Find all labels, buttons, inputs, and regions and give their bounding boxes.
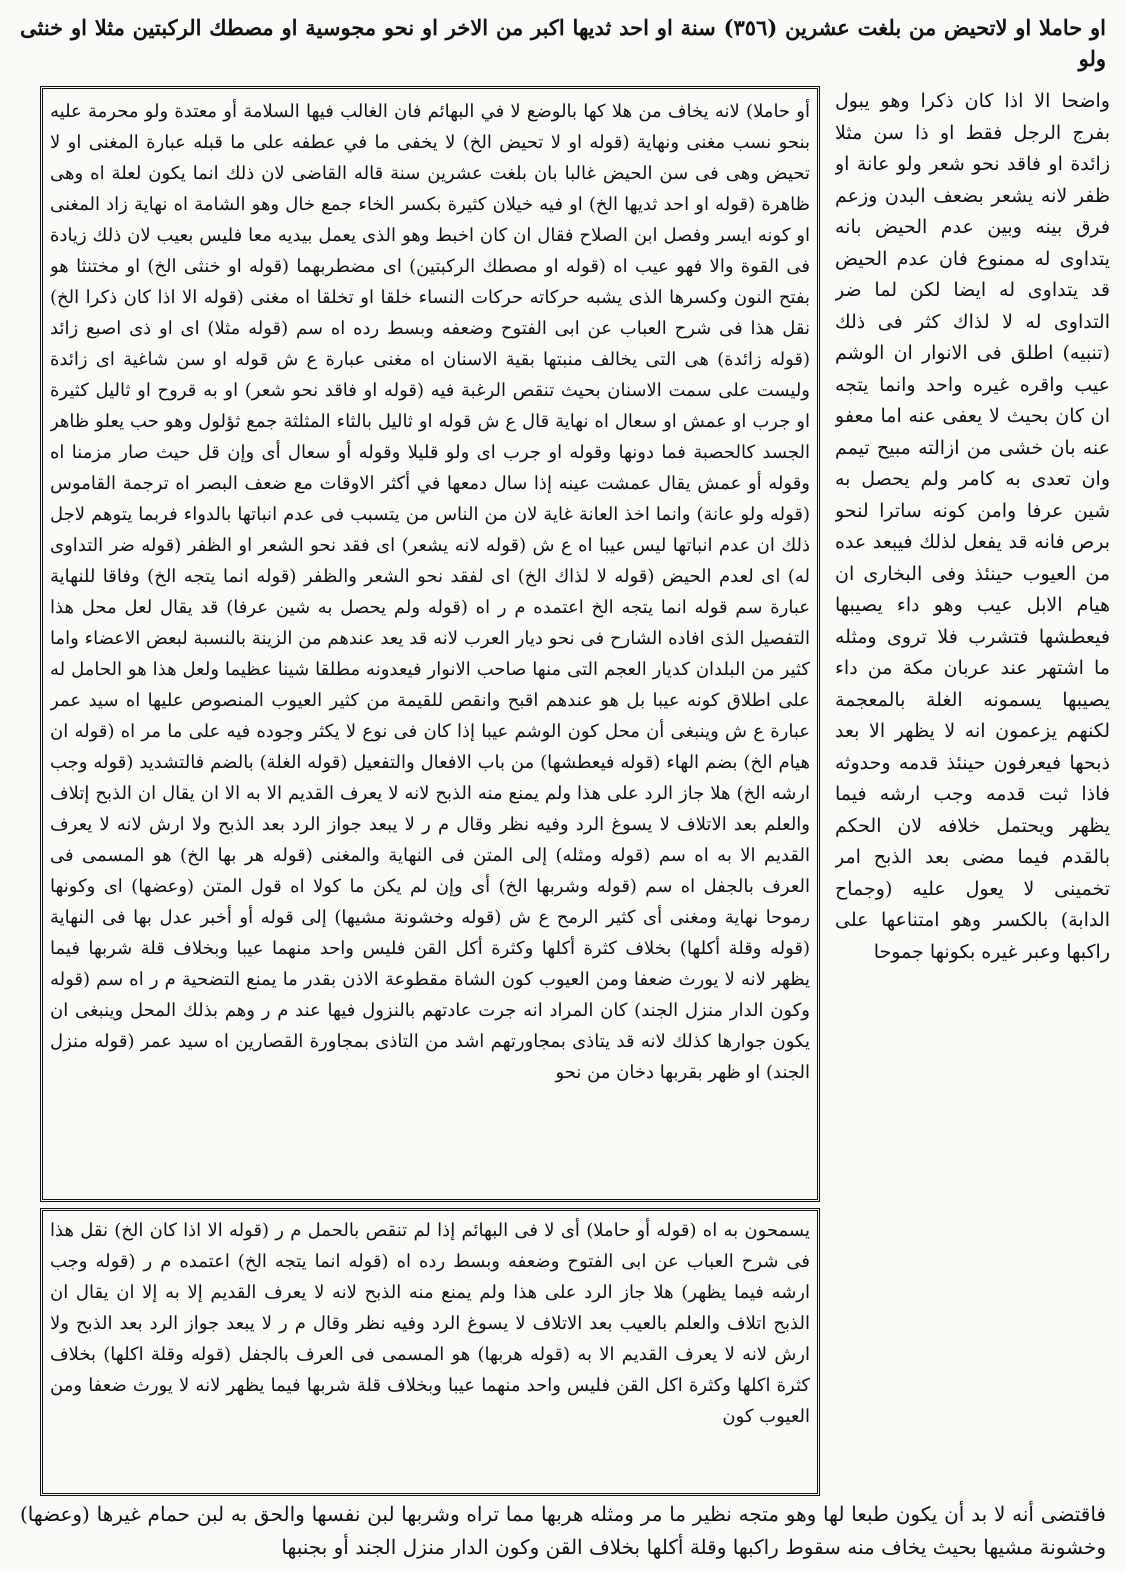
- header-line: او حاملا او لاتحيض من بلغت عشرين (٣٥٦) سنة او احد ثديها اكبر من الاخر او نحو مجوسية او مصطك الركبتين مثلا او خنثى ولو: [20, 15, 1106, 71]
- bottom-paragraph: فاقتضى أنه لا بد أن يكون طبعا لها وهو متجه نظير ما مر ومثله هربها مما تراه وشربها لبن نفسها والحق به لبن حمام غيرها (وعضها) وخشونة مشيها بحيث يخاف منه سقوط راكبها وقلة أكلها بخلاف القن وكون الدار منزل الجند أو بجنبها: [20, 1502, 1106, 1559]
- main-commentary-paragraph: أو حاملا) لانه يخاف من هلا كها بالوضع لا في البهائم فان الغالب فيها السلامة أو معتدة ولو محرمة عليه بنحو نسب مغنى ونهاية (قوله او لا تحيض الخ) لا يخفى ما في عطفه على ما قبله عبارة المغنى او لا تحيض وهى فى سن الحيض غالبا بان بلغت عشرين سنة قاله القاضى لان ذلك انما يكون لعلة اه وهى ظاهرة (قوله او احد ثديها الخ) او فيه خيلان كثيرة بكسر الخاء جمع خال وهو الشامة اه نهاية زاد المغنى او كونه ايسر وفصل ابن الصلاح فقال ان كان اخبط وهو الذى يعمل بيديه معا فليس بعيب لان ذلك زيادة فى القوة والا فهو عيب اه (قوله او مصطك الركبتين) اى مضطربهما (قوله او خنثى الخ) او مختنثا هو بفتح النون وكسرها الذى يشبه حركاته حركات النساء خلقا او تخلقا اه مغنى (قوله الا اذا كان ذكرا الخ) نقل هذا فى شرح العباب عن ابى الفتوح وضعفه وبسط رده اه سم (قوله مثلا) اى او ذى اصبع زائد (قوله زائدة) هى التى يخالف منبتها بقية الاسنان اه مغنى عبارة ع ش قوله او سن شاغية اى زائدة وليست على سمت الاسنان بحيث تنقص الرغبة فيه (قوله او فاقد نحو شعر) او به قروح او ثاليل كثيرة او جرب او عمش او سعال اه نهاية قال ع ش قوله او ثاليل بالثاء المثلثة جمع ثؤلول وهو حب يعلو ظاهر الجسد كالحصبة فما دونها وقوله او جرب اى ولو قليلا وقوله أو سعال أى وإن قل حيث صار مزمنا اه وقوله أو عمش يقال عمشت عينه إذا سال دمعها في أكثر الاوقات مع ضعف البصر اه ترجمة القاموس (قوله ولو عانة) وانما اخذ العانة غاية لان من الناس من يتسبب فى عدم انباتها بالدواء فربما يتوهم لاجل ذلك ان عدم انباتها ليس عيبا اه ع ش (قوله لانه يشعر) اى فقد نحو الشعر او الظفر (قوله ضر التداوى له) اى لعدم الحيض (قوله لا لذاك الخ) اى لفقد نحو الشعر والظفر (قوله انما يتجه الخ) وفاقا للنهاية عبارة سم قوله انما يتجه الخ اعتمده م ر اه (قوله ولم يحصل به شين عرفا) قد يقال لعل محل هذا التفصيل الذى افاده الشارح فى نحو ديار العرب لانه قد يعد عندهم من الزينة بالنسبة لبعض الاعضاء واما كثير من البلدان كديار العجم التى منها صاحب الانوار فيعدونه مطلقا شينا عظيما ولعل هذا هو الحامل له على اطلاق كونه عيبا بل هو عندهم اقبح وانقص للقيمة من كثير العيوب المنصوص عليها اه سيد عمر عبارة ع ش وينبغى أن محل كون الوشم عيبا إذا كان فى نوع لا يكثر وجوده فيه على ما مر اه (قوله ان هيام الخ) بضم الهاء (قوله فيعطشها) من باب الافعال والتفعيل (قوله الغلة) بالضم فالتشديد (قوله وجب ارشه الخ) هلا جاز الرد على هذا ولم يمنع منه الذبح لانه لا يعرف القديم الا به الا ان يقال ان الذبح إتلاف والعلم بعد الاتلاف لا يسوغ الرد وفيه نظر وقال م ر لا يبعد جواز الرد بعد الذبح ولا ارش لانه لا يعرف القديم الا به اه سم (قوله ومثله) إلى المتن فى النهاية والمغنى (قوله هر بها الخ) هو المسمى فى العرف بالجفل اه سم (قوله وشربها الخ) أى وإن لم يكن ما كولا اه قول المتن (وعضها) اى وكونها رموحا نهاية ومغنى أى كثير الرمح ع ش (قوله وخشونة مشيها) إلى قوله أو أخبر عدل بها فى النهاية (قوله وقلة أكلها) بخلاف كثرة أكلها وكثرة أكل القن فليس واحد منهما عيبا وبخلاف قلة شربها فيما يظهر لانه لا يورث ضعفا ومن العيوب كون الشاة مقطوعة الاذن بقدر ما يمنع التضحية م ر اه سم (قوله وكون الدار منزل الجند) كان المراد انه جرت عادتهم بالنزول فيها عند م ر وهم بذلك المحل وينبغى ان يكون جوارها كذلك لانه قد يتاذى بمجاورتهم اشد من التاذى بمجاورة القصارين اه سيد عمر (قوله منزل الجند) او ظهر بقربها دخان من نحو: [50, 101, 810, 1083]
- bottom-matn-text: [20, 1498, 1106, 1568]
- margin-matn-text: [835, 86, 1110, 1496]
- main-commentary: [50, 96, 810, 1196]
- footnote-paragraph: يسمحون به اه (قوله أو حاملا) أى لا فى البهائم إذا لم تنقص بالحمل م ر (قوله الا اذا كان الخ) نقل هذا فى شرح العباب عن ابى الفتوح وضعفه وبسط رده اه (قوله انما يتجه الخ) اعتمده م ر (قوله وجب ارشه فيما يظهر) هلا جاز الرد على هذا ولم يمنع منه الذبح لانه لا يعرف القديم إلا به إلا ان يقال ان الذبح اتلاف والعلم بالعيب بعد الاتلاف لا يسوغ الرد وفيه نظر وقال م ر لا يبعد جواز الرد بعد الذبح ولا ارش لانه لا يعرف القديم الا به (قوله هربها) هو المسمى فى العرف بالجفل (قوله وقلة اكلها) بخلاف كثرة اكلها وكثرة اكل القن فليس واحد منهما عيبا وبخلاف قلة شربها فيما يظهر لانه لا يورث ضعفا ومن العيوب كون: [50, 1220, 810, 1427]
- footnote-commentary: [50, 1215, 810, 1491]
- page-header: [20, 12, 1106, 74]
- margin-paragraph: واضحا الا اذا كان ذكرا وهو يبول بفرج الرجل فقط او ذا سن مثلا زائدة او فاقد نحو شعر ولو عانة او ظفر لانه يشعر بضعف البدن وزعم فرق بينه وبين عدم الحيض بانه يتداوى له ممنوع فان عدم الحيض قد يتداوى له ايضا لكن لما ضر التداوى له لا لذاك كثر فى ذلك (تنبيه) اطلق فى الانوار ان الوشم عيب واقره غيره واحد وانما يتجه ان كان بحيث لا يعفى عنه اما معفو عنه بان خشى من ازالته مبيح تيمم وان تعدى به كامر ولم يحصل به شين عرفا وامن كونه ساترا لنحو برص فانه قد يفعل لذلك فيبعد عده من العيوب حينئذ وفى البخارى ان هيام الابل عيب وهو داء يصيبها فيعطشها فتشرب فلا تروى ومثله ما اشتهر عند عربان مكة من داء يصيبها يسمونه الغلة بالمعجمة لكنهم يزعمون انه لا يظهر الا بعد ذبحها فيعرفون حينئذ قدمه وحدوثه فاذا ثبت قدمه وجب ارشه فيما يظهر ويحتمل خلافه لان الحكم بالقدم فيما مضى بعد الذبح امر تخمينى لا يعول عليه (وجماح الدابة) بالكسر وهو امتناعها على راكبها وعبر غيره بكونها جموحا: [835, 90, 1110, 963]
